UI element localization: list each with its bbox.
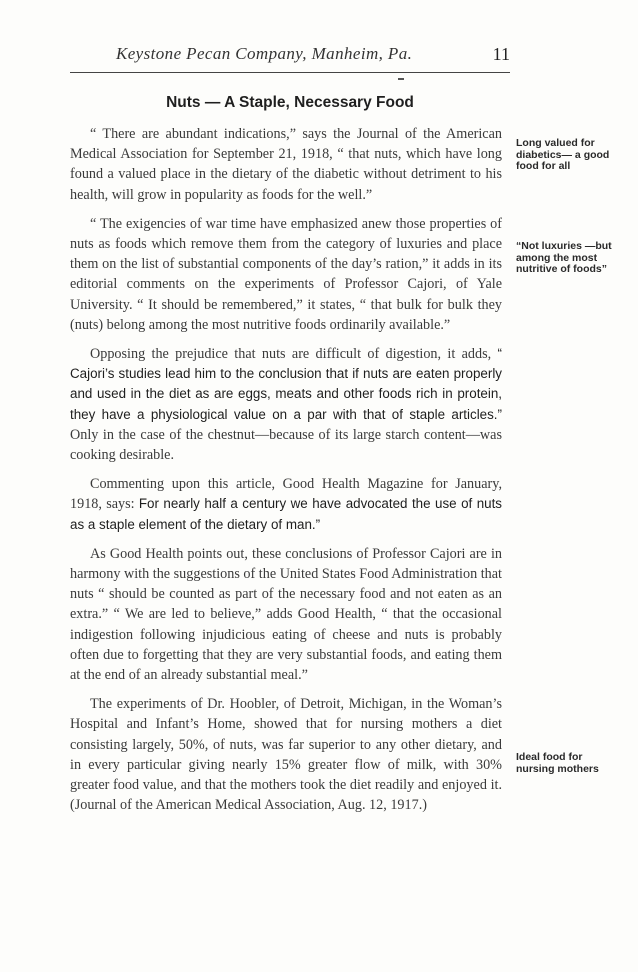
paragraph-3-tail: Only in the case of the chestnut—because of its large starch content—was cooking desirable. bbox=[70, 426, 502, 464]
margin-note-luxuries: “Not luxuries —but among the most nutritive of foods” bbox=[516, 240, 612, 275]
paragraph-4 bbox=[70, 474, 502, 535]
paragraph-5: As Good Health points out, these conclusions of Professor Cajori are in harmony with the suggestions of the United States Food Administration that nuts “ should be counted as part of the necessary food and not eaten as an extra.” “ We are led to believe,” adds Good Health, “ that the occasional indigestion following injudicious eating of cheese and nuts is probably often due to forgetting that they are very substantial foods, and eating them at the end of an already substantial meal.” bbox=[70, 545, 502, 684]
paragraph-6: The experiments of Dr. Hoobler, of Detroit, Michigan, in the Woman’s Hospital and Infant’s Home, showed that for nursing mothers a diet consisting largely, 50%, of nuts, was far superior to any other dietary, and in every particular giving nearly 15% greater flow of milk, with 30% greater food value, and that the mothers took the diet readily and enjoyed it. (Journal of the American Medical Association, Aug. 12, 1917.) bbox=[70, 696, 502, 814]
page-number: 11 bbox=[492, 44, 510, 64]
paragraph-3 bbox=[70, 344, 502, 465]
paragraph-4-quote: For nearly half a century we have advocated the use of nuts as a staple element of the dietary of man.” bbox=[70, 496, 502, 532]
page-header bbox=[70, 44, 510, 68]
body-text bbox=[70, 124, 502, 816]
paragraph-2: “ The exigencies of war time have emphasized anew those properties of nuts as foods which remove them from the category of luxuries and place them on the list of substantial components of the day’s ration,” it adds in its editorial comments on the experiments of Professor Cajori, of Yale University. “ It should be remembered,” it states, “ that bulk for bulk they (nuts) belong among the most nutritive foods ordinarily available.” bbox=[70, 215, 502, 333]
print-mark bbox=[398, 78, 404, 80]
paragraph-3-lead: Opposing the prejudice that nuts are difficult of digestion, it adds, bbox=[90, 346, 498, 363]
section-title: Nuts — A Staple, Necessary Food bbox=[166, 94, 414, 111]
running-head: Keystone Pecan Company, Manheim, Pa. bbox=[116, 44, 413, 63]
paragraph-1: “ There are abundant indications,” says the Journal of the American Medical Association for September 21, 1918, “ that nuts, which have long found a valued place in the dietary of the diabetic without detriment to his health, will grow in popularity as foods for the well.” bbox=[70, 126, 502, 203]
header-rule bbox=[70, 72, 510, 73]
paragraph-3-quote: “ Cajori’s studies lead him to the conclusion that if nuts are eaten properly and used in the diet as are eggs, meats and other foods rich in protein, they have a physiological value on a par with that of staple articles.” bbox=[70, 346, 502, 422]
paragraph-4-lead: Commenting upon this article, Good Health Magazine for January, 1918, says: bbox=[70, 476, 502, 513]
margin-note-nursing-mothers: Ideal food for nursing mothers bbox=[516, 751, 599, 775]
margin-note-diabetics: Long valued for diabetics— a good food for all bbox=[516, 137, 610, 172]
